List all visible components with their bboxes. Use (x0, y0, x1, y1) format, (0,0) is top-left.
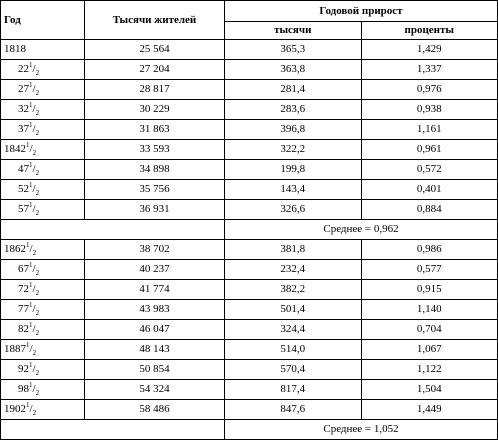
table-row (1, 120, 498, 140)
fraction-denominator: 2 (35, 89, 40, 97)
growth-percent-cell: 1,140 (361, 300, 498, 320)
fraction-denominator: 2 (35, 269, 40, 277)
half-fraction: $^1/_2$ (29, 261, 40, 277)
population-cell: 36 931 (85, 200, 225, 220)
growth-thousands-cell: 232,4 (225, 260, 362, 280)
population-cell: 38 702 (85, 240, 225, 260)
year-cell (1, 40, 85, 60)
year-cell (1, 380, 85, 400)
table-row (1, 260, 498, 280)
growth-thousands-cell: 365,3 (225, 40, 362, 60)
year-cell (1, 400, 85, 420)
year-cell (1, 100, 85, 120)
year-value: 77 (18, 303, 29, 315)
fraction-numerator: 1 (29, 321, 33, 329)
growth-percent-cell: 1,067 (361, 340, 498, 360)
growth-thousands-cell: 199,8 (225, 160, 362, 180)
growth-thousands-cell: 281,4 (225, 80, 362, 100)
growth-thousands-cell: 322,2 (225, 140, 362, 160)
table-row (1, 160, 498, 180)
growth-thousands-cell: 396,8 (225, 120, 362, 140)
year-value: 1887 (4, 343, 26, 355)
fraction-denominator: 2 (35, 209, 40, 217)
half-fraction: $^1/_2$ (29, 381, 40, 397)
half-fraction: $^1/_2$ (29, 201, 40, 217)
year-value: 22 (18, 63, 29, 75)
fraction-numerator: 1 (29, 101, 33, 109)
fraction-numerator: 1 (29, 261, 33, 269)
year-cell (1, 240, 85, 260)
year-cell (1, 360, 85, 380)
year-cell (1, 160, 85, 180)
population-cell: 58 486 (85, 400, 225, 420)
growth-percent-cell: 0,976 (361, 80, 498, 100)
half-fraction: $^1/_2$ (29, 301, 40, 317)
fraction-denominator: 2 (35, 329, 40, 337)
growth-percent-cell: 0,572 (361, 160, 498, 180)
growth-percent-cell: 0,884 (361, 200, 498, 220)
table-row (1, 280, 498, 300)
year-value: 37 (18, 123, 29, 135)
population-cell: 35 756 (85, 180, 225, 200)
population-cell: 34 898 (85, 160, 225, 180)
fraction-numerator: 1 (26, 401, 30, 409)
fraction-denominator: 2 (35, 169, 40, 177)
table-row (1, 40, 498, 60)
table-row (1, 60, 498, 80)
header-annual-growth: Годовой прирост (225, 1, 498, 22)
fraction-numerator: 1 (29, 81, 33, 89)
half-fraction: $^1/_2$ (29, 101, 40, 117)
fraction-numerator: 1 (26, 341, 30, 349)
table-row (1, 340, 498, 360)
year-value: 67 (18, 263, 29, 275)
year-value: 1842 (4, 143, 26, 155)
average-value: Среднее = 0,962 (225, 220, 498, 240)
growth-percent-cell: 0,704 (361, 320, 498, 340)
average-row (1, 220, 498, 240)
half-fraction: $^1/_2$ (29, 61, 40, 77)
fraction-denominator: 2 (32, 349, 37, 357)
half-fraction: $^1/_2$ (29, 321, 40, 337)
year-value: 82 (18, 323, 29, 335)
half-fraction: $^1/_2$ (26, 141, 37, 157)
fraction-denominator: 2 (35, 129, 40, 137)
year-value: 57 (18, 203, 29, 215)
half-fraction: $^1/_2$ (26, 401, 37, 417)
population-cell: 25 564 (85, 40, 225, 60)
population-cell: 27 204 (85, 60, 225, 80)
header-growth-thousands: тысячи (225, 22, 362, 40)
fraction-numerator: 1 (29, 381, 33, 389)
half-fraction: $^1/_2$ (26, 341, 37, 357)
growth-percent-cell: 0,577 (361, 260, 498, 280)
year-cell (1, 260, 85, 280)
table-row (1, 240, 498, 260)
growth-percent-cell: 0,961 (361, 140, 498, 160)
half-fraction: $^1/_2$ (29, 121, 40, 137)
growth-thousands-cell: 381,8 (225, 240, 362, 260)
growth-percent-cell: 1,122 (361, 360, 498, 380)
growth-percent-cell: 0,938 (361, 100, 498, 120)
table-row (1, 380, 498, 400)
half-fraction: $^1/_2$ (26, 241, 37, 257)
population-cell: 30 229 (85, 100, 225, 120)
growth-percent-cell: 0,401 (361, 180, 498, 200)
fraction-numerator: 1 (29, 361, 33, 369)
population-cell: 28 817 (85, 80, 225, 100)
average-row-blank (1, 420, 225, 440)
fraction-numerator: 1 (26, 141, 30, 149)
table-row (1, 360, 498, 380)
year-cell (1, 60, 85, 80)
fraction-denominator: 2 (32, 149, 37, 157)
population-cell: 46 047 (85, 320, 225, 340)
growth-thousands-cell: 382,2 (225, 280, 362, 300)
year-value: 32 (18, 103, 29, 115)
fraction-numerator: 1 (29, 121, 33, 129)
growth-percent-cell: 1,429 (361, 40, 498, 60)
year-cell (1, 320, 85, 340)
year-value: 1862 (4, 243, 26, 255)
header-population: Тысячи жителей (85, 1, 225, 40)
half-fraction: $^1/_2$ (29, 281, 40, 297)
growth-thousands-cell: 363,8 (225, 60, 362, 80)
table-row (1, 100, 498, 120)
population-cell: 54 324 (85, 380, 225, 400)
year-cell (1, 300, 85, 320)
half-fraction: $^1/_2$ (29, 81, 40, 97)
fraction-numerator: 1 (29, 281, 33, 289)
growth-thousands-cell: 143,4 (225, 180, 362, 200)
growth-percent-cell: 1,161 (361, 120, 498, 140)
table-row (1, 140, 498, 160)
year-value: 92 (18, 363, 29, 375)
growth-thousands-cell: 817,4 (225, 380, 362, 400)
year-cell (1, 200, 85, 220)
growth-thousands-cell: 326,6 (225, 200, 362, 220)
table-row (1, 80, 498, 100)
year-value: 98 (18, 383, 29, 395)
year-cell (1, 180, 85, 200)
fraction-denominator: 2 (35, 389, 40, 397)
fraction-numerator: 1 (29, 301, 33, 309)
growth-thousands-cell: 283,6 (225, 100, 362, 120)
growth-thousands-cell: 501,4 (225, 300, 362, 320)
fraction-denominator: 2 (35, 189, 40, 197)
growth-thousands-cell: 847,6 (225, 400, 362, 420)
year-value: 52 (18, 183, 29, 195)
population-cell: 40 237 (85, 260, 225, 280)
population-cell: 33 593 (85, 140, 225, 160)
year-value: 1818 (4, 43, 26, 55)
year-cell (1, 120, 85, 140)
table-row (1, 200, 498, 220)
header-growth-percent: проценты (361, 22, 498, 40)
table-body (1, 40, 498, 440)
growth-percent-cell: 0,986 (361, 240, 498, 260)
growth-thousands-cell: 514,0 (225, 340, 362, 360)
growth-thousands-cell: 570,4 (225, 360, 362, 380)
year-cell (1, 80, 85, 100)
population-cell: 50 854 (85, 360, 225, 380)
header-year: Год (1, 1, 85, 40)
fraction-denominator: 2 (35, 109, 40, 117)
population-cell: 48 143 (85, 340, 225, 360)
fraction-denominator: 2 (35, 69, 40, 77)
table-row (1, 320, 498, 340)
year-cell (1, 140, 85, 160)
growth-percent-cell: 1,449 (361, 400, 498, 420)
half-fraction: $^1/_2$ (29, 361, 40, 377)
year-value: 27 (18, 83, 29, 95)
year-cell (1, 340, 85, 360)
average-value: Среднее = 1,052 (225, 420, 498, 440)
growth-percent-cell: 1,337 (361, 60, 498, 80)
year-value: 1902 (4, 403, 26, 415)
table-row (1, 300, 498, 320)
fraction-denominator: 2 (32, 409, 37, 417)
average-row (1, 420, 498, 440)
fraction-denominator: 2 (35, 289, 40, 297)
table-row (1, 400, 498, 420)
fraction-numerator: 1 (29, 61, 33, 69)
fraction-denominator: 2 (35, 309, 40, 317)
average-row-blank (1, 220, 225, 240)
growth-percent-cell: 1,504 (361, 380, 498, 400)
half-fraction: $^1/_2$ (29, 161, 40, 177)
year-value: 72 (18, 283, 29, 295)
population-cell: 41 774 (85, 280, 225, 300)
fraction-numerator: 1 (26, 241, 30, 249)
fraction-numerator: 1 (29, 161, 33, 169)
population-cell: 43 983 (85, 300, 225, 320)
year-value: 47 (18, 163, 29, 175)
table-row (1, 180, 498, 200)
growth-percent-cell: 0,915 (361, 280, 498, 300)
half-fraction: $^1/_2$ (29, 181, 40, 197)
fraction-numerator: 1 (29, 181, 33, 189)
fraction-denominator: 2 (32, 249, 37, 257)
year-cell (1, 280, 85, 300)
fraction-denominator: 2 (35, 369, 40, 377)
fraction-numerator: 1 (29, 201, 33, 209)
growth-thousands-cell: 324,4 (225, 320, 362, 340)
population-cell: 31 863 (85, 120, 225, 140)
